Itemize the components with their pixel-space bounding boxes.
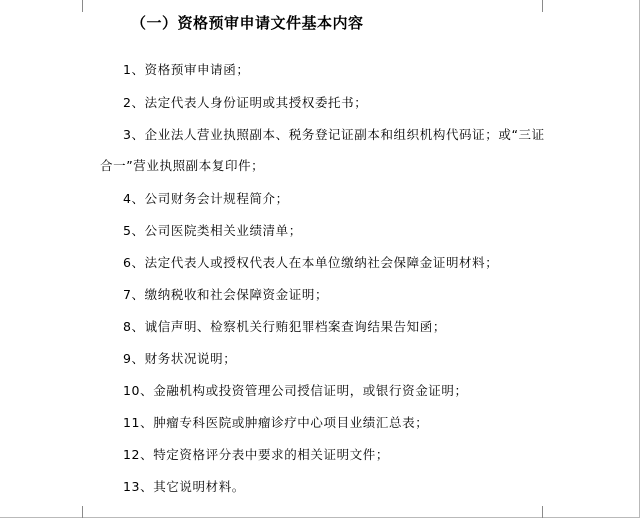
list-item: 3、企业法人营业执照副本、税务登记证副本和组织机构代码证；或“三证 [123,127,545,142]
crop-mark-bottom-left [82,506,83,518]
list-item: 7、缴纳税收和社会保障资金证明； [123,287,329,302]
list-item: 5、公司医院类相关业绩清单； [123,223,302,238]
list-item: 1、资格预审申请函； [123,62,250,77]
list-item: 4、公司财务会计规程简介； [123,191,289,206]
crop-mark-top-right [542,0,543,12]
crop-mark-bottom-right [542,506,543,518]
crop-mark-top-left [82,0,83,12]
section-title: （一）资格预审申请文件基本内容 [131,14,364,32]
list-item: 8、诚信声明、检察机关行贿犯罪档案查询结果告知函； [123,319,446,334]
list-item: 9、财务状况说明； [123,351,237,366]
list-item-continuation: 合一”营业执照副本复印件； [100,158,265,173]
list-item: 12、特定资格评分表中要求的相关证明文件； [123,447,390,462]
list-item: 11、肿瘤专科医院或肿瘤诊疗中心项目业绩汇总表； [123,415,429,430]
list-item: 10、金融机构或投资管理公司授信证明，或银行资金证明； [123,383,468,398]
list-item: 13、其它说明材料。 [123,479,245,494]
list-item: 2、法定代表人身份证明或其授权委托书； [123,95,368,110]
list-item: 6、法定代表人或授权代表人在本单位缴纳社会保障金证明材料； [123,255,499,270]
